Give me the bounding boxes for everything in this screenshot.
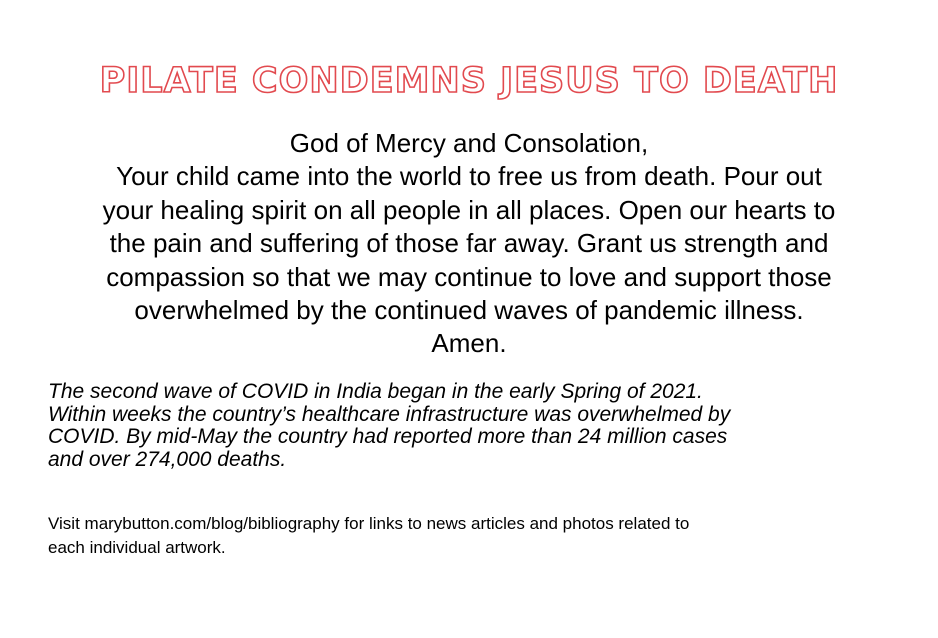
- page-title: PILATE CONDEMNS JESUS TO DEATH: [99, 61, 839, 101]
- prayer-line: overwhelmed by the continued waves of pandemic illness.: [134, 295, 804, 326]
- prayer-text: [30, 127, 908, 361]
- prayer-line: Amen.: [431, 328, 507, 359]
- note-line: COVID. By mid-May the country had reported more than 24 million cases: [48, 425, 728, 448]
- prayer-line: God of Mercy and Consolation,: [289, 128, 649, 158]
- prayer-line: compassion so that we may continue to love and support those: [106, 261, 832, 292]
- context-note: [48, 381, 908, 471]
- prayer-line: Your child came into the world to free us from death. Pour out: [116, 161, 822, 192]
- prayer-line: your healing spirit on all people in all places. Open our hearts to: [102, 194, 836, 225]
- note-line: Within weeks the country’s healthcare infrastructure was overwhelmed by: [48, 402, 731, 426]
- note-line: and over 274,000 deaths.: [48, 447, 287, 471]
- visit-line: each individual artwork.: [48, 538, 226, 557]
- bibliography-note: [48, 512, 908, 560]
- visit-line: Visit marybutton.com/blog/bibliography for links to news articles and photos related to: [48, 514, 690, 533]
- prayer-line: the pain and suffering of those far away. Grant us strength and: [109, 228, 829, 259]
- note-line: The second wave of COVID in India began in the early Spring of 2021.: [48, 380, 703, 403]
